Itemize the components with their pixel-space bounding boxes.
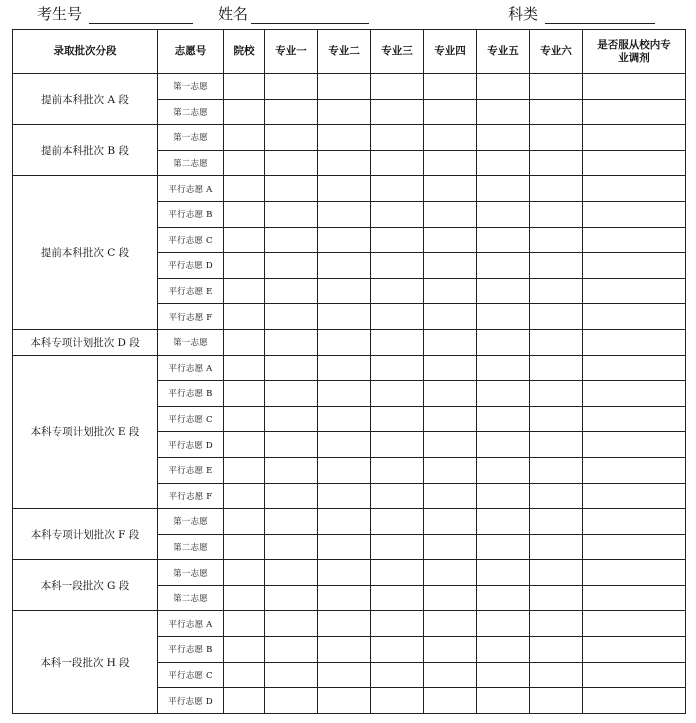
major-1-input[interactable]	[265, 74, 318, 100]
school-input[interactable]	[224, 534, 265, 560]
major-4-input[interactable]	[424, 253, 477, 279]
major-5-input[interactable]	[477, 381, 530, 407]
batch-stage-label: 本科专项计划批次 D 段	[13, 329, 158, 355]
major-4-input[interactable]	[424, 662, 477, 688]
adjustment-input[interactable]	[583, 176, 686, 202]
major-6-input[interactable]	[530, 509, 583, 535]
major-2-input[interactable]	[318, 611, 371, 637]
major-1-input[interactable]	[265, 432, 318, 458]
major-2-input[interactable]	[318, 253, 371, 279]
school-input[interactable]	[224, 509, 265, 535]
major-3-input[interactable]	[371, 534, 424, 560]
column-header: 专业二	[318, 30, 371, 74]
column-header: 专业三	[371, 30, 424, 74]
major-3-input[interactable]	[371, 560, 424, 586]
adjustment-input[interactable]	[583, 227, 686, 253]
major-6-input[interactable]	[530, 432, 583, 458]
adjustment-input[interactable]	[583, 662, 686, 688]
batch-stage-label: 提前本科批次 A 段	[13, 74, 158, 125]
major-5-input[interactable]	[477, 278, 530, 304]
school-input[interactable]	[224, 176, 265, 202]
major-2-input[interactable]	[318, 688, 371, 714]
choice-label: 平行志愿 B	[158, 381, 224, 407]
choice-label: 平行志愿 A	[158, 611, 224, 637]
major-4-input[interactable]	[424, 611, 477, 637]
school-input[interactable]	[224, 278, 265, 304]
major-6-input[interactable]	[530, 201, 583, 227]
major-4-input[interactable]	[424, 534, 477, 560]
major-2-input[interactable]	[318, 381, 371, 407]
major-5-input[interactable]	[477, 585, 530, 611]
adjustment-input[interactable]	[583, 560, 686, 586]
major-4-input[interactable]	[424, 201, 477, 227]
major-2-input[interactable]	[318, 637, 371, 663]
school-input[interactable]	[224, 457, 265, 483]
major-5-input[interactable]	[477, 74, 530, 100]
major-1-input[interactable]	[265, 278, 318, 304]
adjustment-input[interactable]	[583, 125, 686, 151]
table-row	[13, 509, 686, 535]
major-2-input[interactable]	[318, 534, 371, 560]
column-header: 志愿号	[158, 30, 224, 74]
major-2-input[interactable]	[318, 509, 371, 535]
name-field	[218, 4, 373, 26]
school-input[interactable]	[224, 150, 265, 176]
major-6-input[interactable]	[530, 99, 583, 125]
major-5-input[interactable]	[477, 176, 530, 202]
major-1-input[interactable]	[265, 406, 318, 432]
major-6-input[interactable]	[530, 637, 583, 663]
choice-label: 平行志愿 F	[158, 304, 224, 330]
column-header: 录取批次分段	[13, 30, 158, 74]
school-input[interactable]	[224, 432, 265, 458]
major-4-input[interactable]	[424, 278, 477, 304]
major-2-input[interactable]	[318, 355, 371, 381]
major-1-input[interactable]	[265, 509, 318, 535]
name-label: 姓名	[218, 5, 249, 23]
choice-label: 第二志愿	[158, 150, 224, 176]
major-2-input[interactable]	[318, 227, 371, 253]
major-4-input[interactable]	[424, 560, 477, 586]
table-row	[13, 611, 686, 637]
major-1-input[interactable]	[265, 457, 318, 483]
school-input[interactable]	[224, 125, 265, 151]
major-6-input[interactable]	[530, 176, 583, 202]
major-1-input[interactable]	[265, 304, 318, 330]
adjustment-input[interactable]	[583, 278, 686, 304]
school-input[interactable]	[224, 304, 265, 330]
major-6-input[interactable]	[530, 406, 583, 432]
major-3-input[interactable]	[371, 406, 424, 432]
major-5-input[interactable]	[477, 329, 530, 355]
major-3-input[interactable]	[371, 585, 424, 611]
application-table	[12, 29, 686, 714]
table-row	[13, 125, 686, 151]
major-6-input[interactable]	[530, 381, 583, 407]
major-3-input[interactable]	[371, 201, 424, 227]
choice-label: 平行志愿 D	[158, 688, 224, 714]
major-6-input[interactable]	[530, 688, 583, 714]
school-input[interactable]	[224, 74, 265, 100]
major-3-input[interactable]	[371, 611, 424, 637]
subject-category-blank[interactable]	[545, 23, 655, 24]
major-1-input[interactable]	[265, 201, 318, 227]
table-body	[13, 74, 686, 714]
school-input[interactable]	[224, 381, 265, 407]
major-6-input[interactable]	[530, 560, 583, 586]
school-input[interactable]	[224, 483, 265, 509]
major-4-input[interactable]	[424, 457, 477, 483]
table-header-row	[13, 30, 686, 74]
major-6-input[interactable]	[530, 253, 583, 279]
major-1-input[interactable]	[265, 355, 318, 381]
major-2-input[interactable]	[318, 74, 371, 100]
major-5-input[interactable]	[477, 637, 530, 663]
major-6-input[interactable]	[530, 457, 583, 483]
major-3-input[interactable]	[371, 278, 424, 304]
table-row	[13, 74, 686, 100]
major-5-input[interactable]	[477, 560, 530, 586]
major-5-input[interactable]	[477, 99, 530, 125]
major-3-input[interactable]	[371, 688, 424, 714]
major-1-input[interactable]	[265, 150, 318, 176]
major-6-input[interactable]	[530, 662, 583, 688]
major-4-input[interactable]	[424, 688, 477, 714]
major-4-input[interactable]	[424, 432, 477, 458]
major-4-input[interactable]	[424, 227, 477, 253]
major-5-input[interactable]	[477, 150, 530, 176]
choice-label: 平行志愿 E	[158, 457, 224, 483]
batch-stage-label: 本科专项计划批次 E 段	[13, 355, 158, 509]
choice-label: 平行志愿 D	[158, 432, 224, 458]
major-3-input[interactable]	[371, 253, 424, 279]
major-3-input[interactable]	[371, 329, 424, 355]
major-6-input[interactable]	[530, 150, 583, 176]
major-2-input[interactable]	[318, 483, 371, 509]
adjustment-input[interactable]	[583, 483, 686, 509]
major-2-input[interactable]	[318, 304, 371, 330]
adjustment-input[interactable]	[583, 432, 686, 458]
school-input[interactable]	[224, 585, 265, 611]
major-5-input[interactable]	[477, 509, 530, 535]
major-2-input[interactable]	[318, 560, 371, 586]
major-4-input[interactable]	[424, 406, 477, 432]
major-4-input[interactable]	[424, 483, 477, 509]
exam-number-field	[37, 4, 197, 26]
column-header: 专业四	[424, 30, 477, 74]
major-4-input[interactable]	[424, 150, 477, 176]
table-row	[13, 355, 686, 381]
major-2-input[interactable]	[318, 585, 371, 611]
table-row	[13, 176, 686, 202]
major-6-input[interactable]	[530, 355, 583, 381]
school-input[interactable]	[224, 227, 265, 253]
exam-number-label: 考生号	[37, 5, 83, 23]
major-6-input[interactable]	[530, 227, 583, 253]
major-1-input[interactable]	[265, 99, 318, 125]
adjustment-input[interactable]	[583, 637, 686, 663]
choice-label: 平行志愿 B	[158, 637, 224, 663]
batch-stage-label: 提前本科批次 C 段	[13, 176, 158, 330]
major-4-input[interactable]	[424, 329, 477, 355]
major-2-input[interactable]	[318, 278, 371, 304]
major-3-input[interactable]	[371, 637, 424, 663]
subject-category-field	[508, 4, 658, 26]
major-5-input[interactable]	[477, 432, 530, 458]
adjustment-input[interactable]	[583, 74, 686, 100]
major-3-input[interactable]	[371, 355, 424, 381]
major-1-input[interactable]	[265, 329, 318, 355]
major-1-input[interactable]	[265, 611, 318, 637]
batch-stage-label: 本科一段批次 G 段	[13, 560, 158, 611]
major-6-input[interactable]	[530, 329, 583, 355]
major-5-input[interactable]	[477, 406, 530, 432]
major-4-input[interactable]	[424, 637, 477, 663]
major-3-input[interactable]	[371, 483, 424, 509]
adjustment-input[interactable]	[583, 201, 686, 227]
choice-label: 平行志愿 C	[158, 662, 224, 688]
major-2-input[interactable]	[318, 176, 371, 202]
name-blank[interactable]	[251, 23, 369, 24]
adjustment-input[interactable]	[583, 329, 686, 355]
choice-label: 平行志愿 A	[158, 355, 224, 381]
major-1-input[interactable]	[265, 662, 318, 688]
major-1-input[interactable]	[265, 688, 318, 714]
major-4-input[interactable]	[424, 585, 477, 611]
major-1-input[interactable]	[265, 176, 318, 202]
adjustment-input[interactable]	[583, 355, 686, 381]
adjustment-input[interactable]	[583, 304, 686, 330]
choice-label: 平行志愿 A	[158, 176, 224, 202]
batch-stage-label: 本科专项计划批次 F 段	[13, 509, 158, 560]
school-input[interactable]	[224, 99, 265, 125]
major-5-input[interactable]	[477, 534, 530, 560]
major-4-input[interactable]	[424, 381, 477, 407]
major-3-input[interactable]	[371, 432, 424, 458]
choice-label: 第二志愿	[158, 99, 224, 125]
adjustment-input[interactable]	[583, 611, 686, 637]
major-1-input[interactable]	[265, 560, 318, 586]
major-5-input[interactable]	[477, 662, 530, 688]
major-3-input[interactable]	[371, 457, 424, 483]
column-header: 专业六	[530, 30, 583, 74]
major-1-input[interactable]	[265, 227, 318, 253]
major-4-input[interactable]	[424, 509, 477, 535]
major-3-input[interactable]	[371, 662, 424, 688]
adjustment-input[interactable]	[583, 585, 686, 611]
school-input[interactable]	[224, 355, 265, 381]
major-3-input[interactable]	[371, 176, 424, 202]
major-5-input[interactable]	[477, 201, 530, 227]
choice-label: 第二志愿	[158, 534, 224, 560]
major-5-input[interactable]	[477, 227, 530, 253]
school-input[interactable]	[224, 201, 265, 227]
adjustment-input[interactable]	[583, 150, 686, 176]
major-3-input[interactable]	[371, 99, 424, 125]
major-1-input[interactable]	[265, 253, 318, 279]
adjustment-input[interactable]	[583, 688, 686, 714]
school-input[interactable]	[224, 253, 265, 279]
choice-label: 第二志愿	[158, 585, 224, 611]
major-5-input[interactable]	[477, 304, 530, 330]
major-1-input[interactable]	[265, 637, 318, 663]
choice-label: 平行志愿 E	[158, 278, 224, 304]
adjustment-input[interactable]	[583, 406, 686, 432]
school-input[interactable]	[224, 406, 265, 432]
form-header	[0, 0, 696, 28]
major-6-input[interactable]	[530, 483, 583, 509]
column-header-adjustment: 是否服从校内专业调剂	[583, 30, 686, 74]
major-3-input[interactable]	[371, 150, 424, 176]
major-5-input[interactable]	[477, 457, 530, 483]
major-4-input[interactable]	[424, 125, 477, 151]
choice-label: 第一志愿	[158, 509, 224, 535]
choice-label: 第一志愿	[158, 74, 224, 100]
major-2-input[interactable]	[318, 201, 371, 227]
batch-stage-label: 本科一段批次 H 段	[13, 611, 158, 713]
major-4-input[interactable]	[424, 99, 477, 125]
major-2-input[interactable]	[318, 150, 371, 176]
school-input[interactable]	[224, 560, 265, 586]
major-4-input[interactable]	[424, 355, 477, 381]
major-1-input[interactable]	[265, 381, 318, 407]
major-3-input[interactable]	[371, 125, 424, 151]
major-6-input[interactable]	[530, 611, 583, 637]
choice-label: 平行志愿 D	[158, 253, 224, 279]
major-3-input[interactable]	[371, 74, 424, 100]
major-5-input[interactable]	[477, 125, 530, 151]
adjustment-input[interactable]	[583, 99, 686, 125]
batch-stage-label: 提前本科批次 B 段	[13, 125, 158, 176]
major-3-input[interactable]	[371, 381, 424, 407]
adjustment-input[interactable]	[583, 457, 686, 483]
major-6-input[interactable]	[530, 74, 583, 100]
major-5-input[interactable]	[477, 253, 530, 279]
major-6-input[interactable]	[530, 278, 583, 304]
major-2-input[interactable]	[318, 457, 371, 483]
major-1-input[interactable]	[265, 585, 318, 611]
major-5-input[interactable]	[477, 355, 530, 381]
major-6-input[interactable]	[530, 304, 583, 330]
major-1-input[interactable]	[265, 125, 318, 151]
adjustment-input[interactable]	[583, 253, 686, 279]
exam-number-blank[interactable]	[89, 23, 193, 24]
column-header: 院校	[224, 30, 265, 74]
adjustment-input[interactable]	[583, 534, 686, 560]
choice-label: 平行志愿 C	[158, 406, 224, 432]
major-2-input[interactable]	[318, 406, 371, 432]
school-input[interactable]	[224, 688, 265, 714]
choice-label: 第一志愿	[158, 125, 224, 151]
adjustment-input[interactable]	[583, 509, 686, 535]
major-2-input[interactable]	[318, 99, 371, 125]
adjustment-input[interactable]	[583, 381, 686, 407]
choice-label: 第一志愿	[158, 329, 224, 355]
major-2-input[interactable]	[318, 662, 371, 688]
major-5-input[interactable]	[477, 483, 530, 509]
major-6-input[interactable]	[530, 534, 583, 560]
school-input[interactable]	[224, 611, 265, 637]
school-input[interactable]	[224, 662, 265, 688]
major-1-input[interactable]	[265, 534, 318, 560]
major-5-input[interactable]	[477, 688, 530, 714]
choice-label: 平行志愿 B	[158, 201, 224, 227]
major-5-input[interactable]	[477, 611, 530, 637]
major-3-input[interactable]	[371, 227, 424, 253]
major-6-input[interactable]	[530, 125, 583, 151]
major-2-input[interactable]	[318, 432, 371, 458]
major-6-input[interactable]	[530, 585, 583, 611]
school-input[interactable]	[224, 637, 265, 663]
major-4-input[interactable]	[424, 304, 477, 330]
subject-category-label: 科类	[508, 5, 539, 23]
major-4-input[interactable]	[424, 176, 477, 202]
column-header: 专业五	[477, 30, 530, 74]
table-row	[13, 329, 686, 355]
choice-label: 平行志愿 F	[158, 483, 224, 509]
major-1-input[interactable]	[265, 483, 318, 509]
major-3-input[interactable]	[371, 509, 424, 535]
major-2-input[interactable]	[318, 125, 371, 151]
choice-label: 第一志愿	[158, 560, 224, 586]
major-3-input[interactable]	[371, 304, 424, 330]
major-4-input[interactable]	[424, 74, 477, 100]
major-2-input[interactable]	[318, 329, 371, 355]
choice-label: 平行志愿 C	[158, 227, 224, 253]
table-row	[13, 560, 686, 586]
school-input[interactable]	[224, 329, 265, 355]
column-header: 专业一	[265, 30, 318, 74]
